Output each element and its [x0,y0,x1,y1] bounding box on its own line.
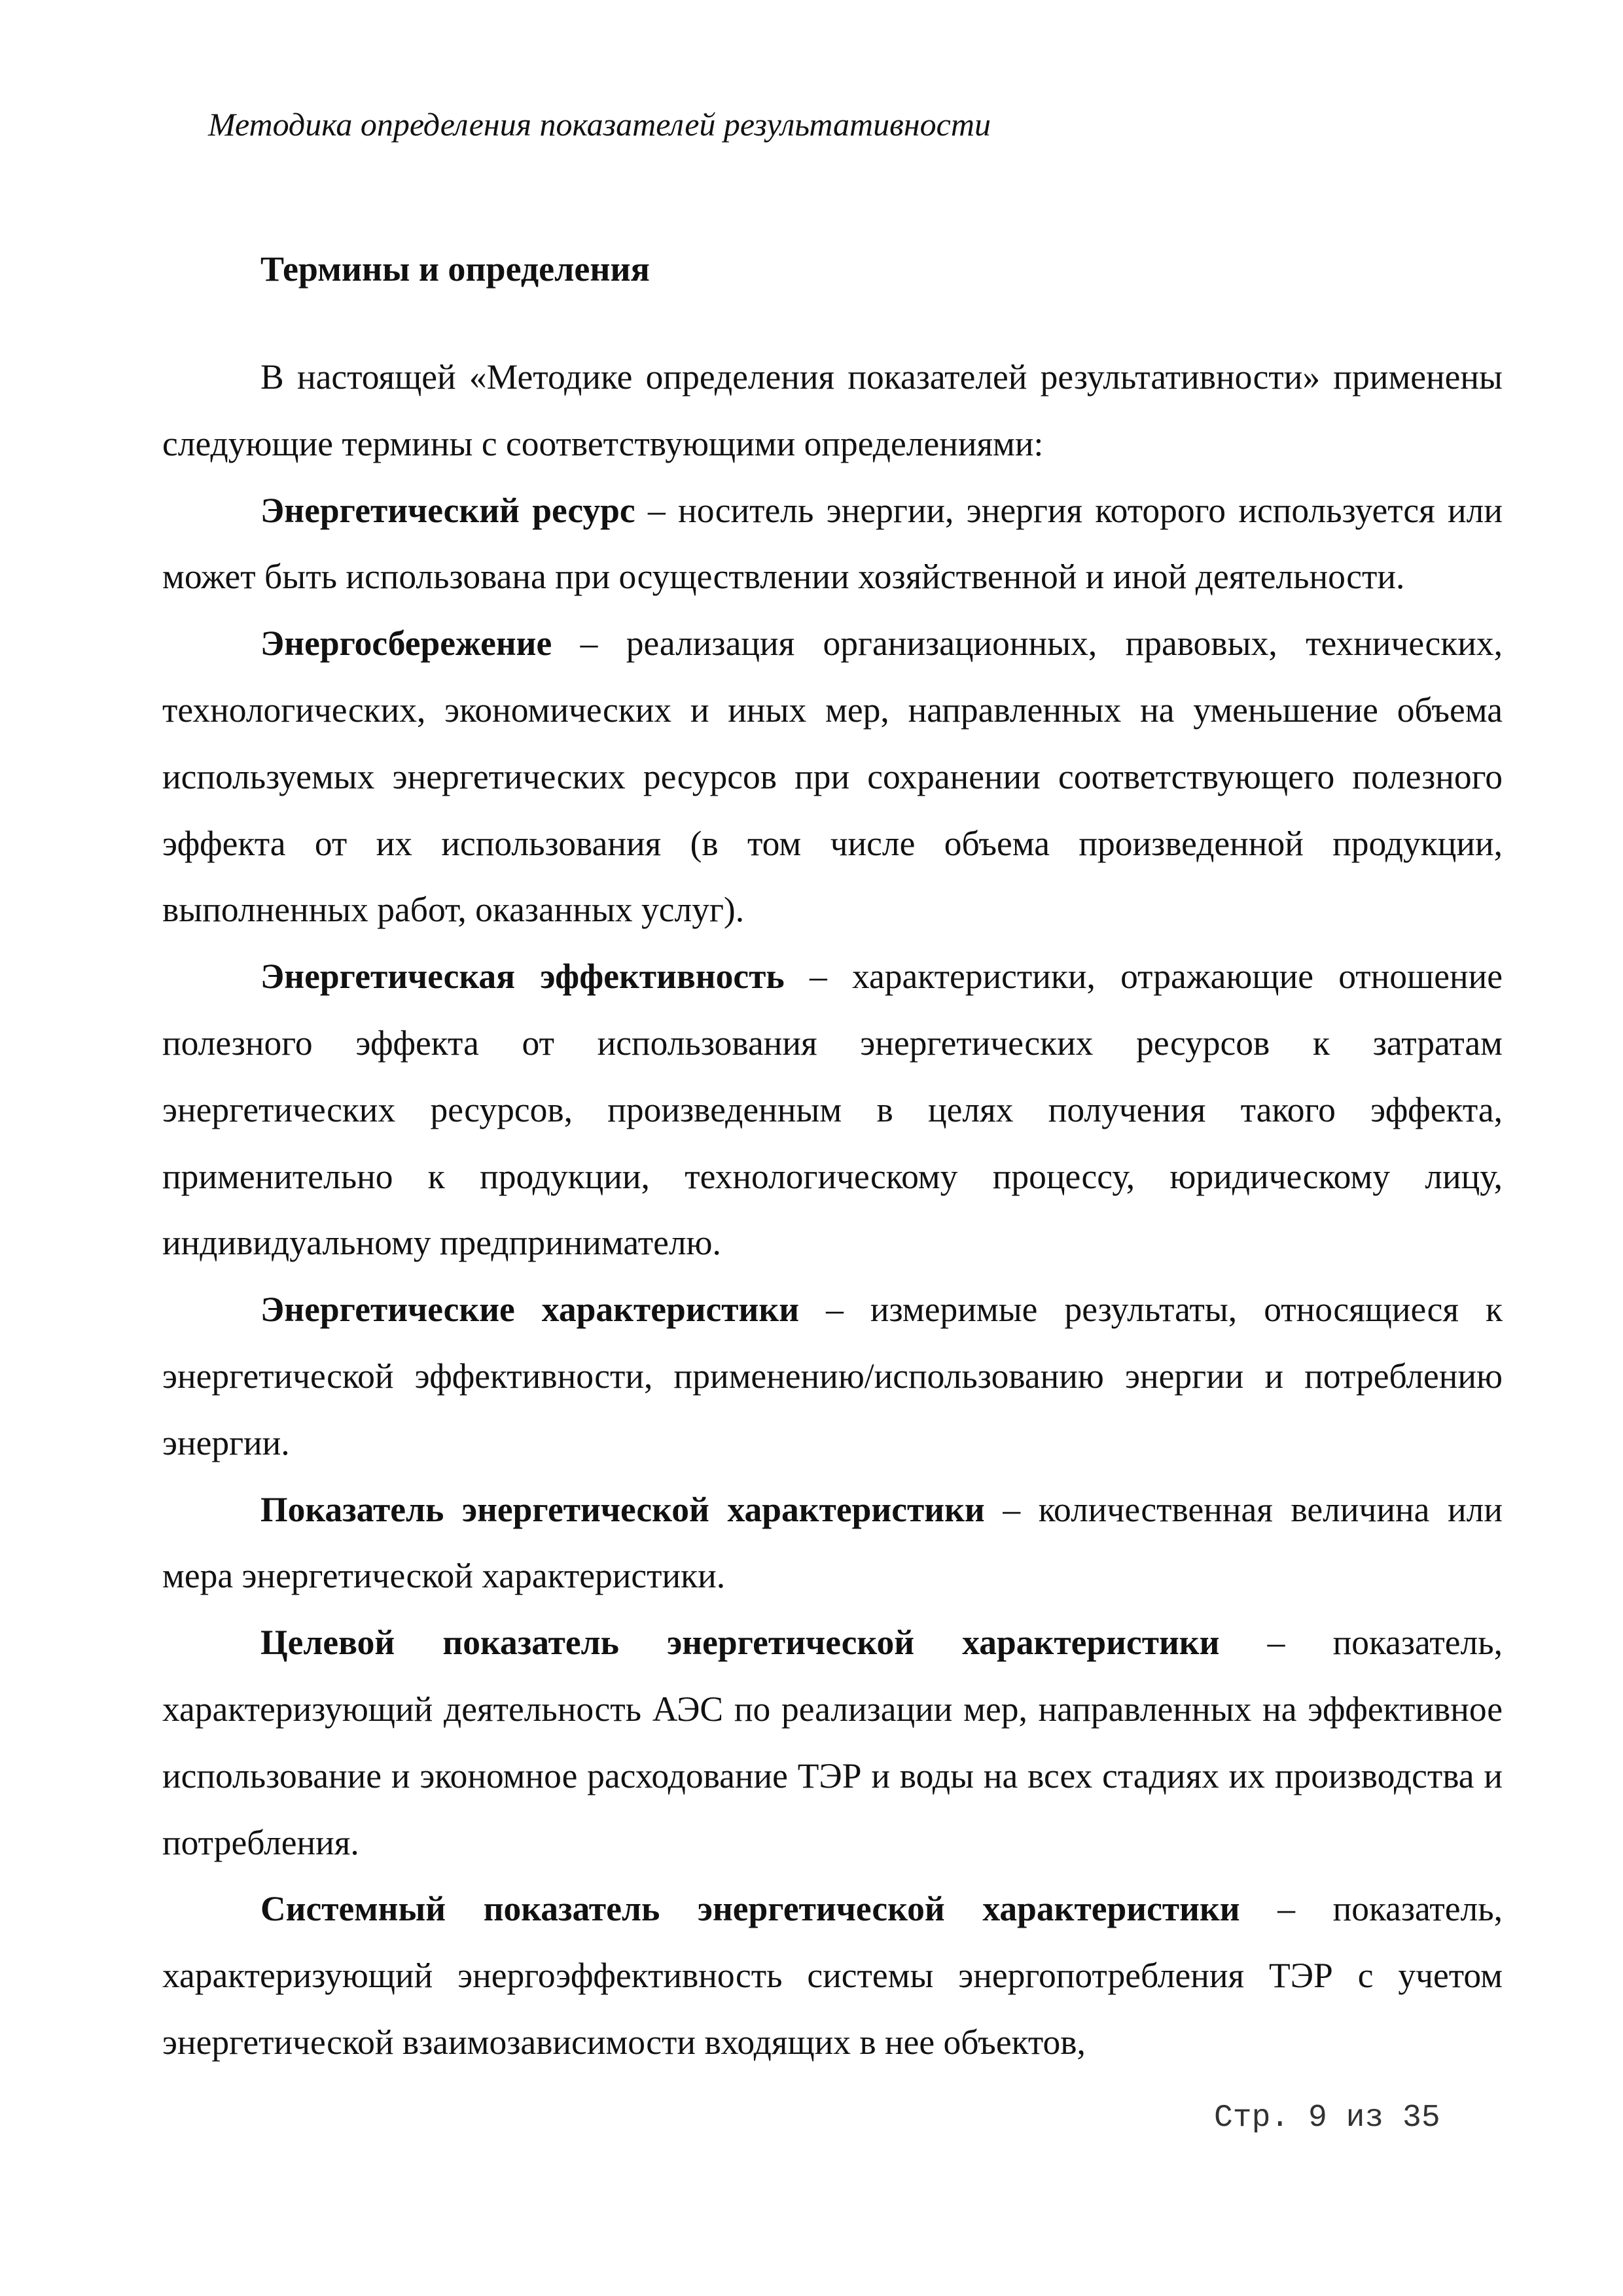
term-paragraph-target-indicator [162,1610,1503,1876]
term-heading: Энергетический ресурс [260,490,635,530]
term-definition: – показатель, характеризующий энергоэффективность системы энергопотребления ТЭР с учетом энергетической взаимозависимости входящих в нее объектов, [162,1889,1503,2062]
term-paragraph-energy-efficiency [162,944,1503,1277]
term-paragraph-energy-characteristics [162,1277,1503,1476]
term-paragraph-system-indicator [162,1876,1503,2075]
term-heading: Энергетические характеристики [260,1290,800,1330]
term-definition: – характеристики, отражающие отношение полезного эффекта от использования энергетических ресурсов к затратам энергетических ресурсов, произведенным в целях получения такого эффекта, применительно к продукции, технологическому процессу, юридическому лицу, индивидуальному предпринимателю. [162,957,1503,1263]
term-heading: Энергосбережение [260,624,552,663]
term-heading: Показатель энергетической характеристики [260,1489,985,1529]
running-header: Методика определения показателей результативности [208,106,991,143]
term-heading: Системный показатель энергетической характеристики [260,1889,1240,1929]
term-definition: – измеримые результаты, относящиеся к энергетической эффективности, применению/использованию энергии и потреблению энергии. [162,1290,1503,1462]
term-heading: Энергетическая эффективность [260,957,785,997]
term-definition: – носитель энергии, энергия которого используется или может быть использована при осуществлении хозяйственной и иной деятельности. [162,490,1503,597]
term-definition: – реализация организационных, правовых, технических, технологических, экономических и иных мер, направленных на уменьшение объема используемых энергетических ресурсов при сохранении соответствующего полезного эффекта от их использования (в том числе объема произведенной продукции, выполненных работ, оказанных услуг). [162,624,1503,930]
document-body [162,344,1503,2076]
term-definition: – показатель, характеризующий деятельность АЭС по реализации мер, направленных на эффективное использование и экономное расходование ТЭР и воды на всех стадиях их производства и потребления. [162,1623,1503,1862]
term-paragraph-characteristic-indicator [162,1477,1503,1610]
page-number: Стр. 9 из 35 [1214,2100,1440,2136]
term-definition: – количественная величина или мера энергетической характеристики. [162,1489,1503,1596]
term-heading: Целевой показатель энергетической характеристики [260,1623,1220,1663]
term-paragraph-energy-saving [162,610,1503,944]
term-paragraph-energy-resource [162,478,1503,611]
intro-paragraph: В настоящей «Методике определения показателей результативности» применены следующие термины с соответствующими определениями: [162,357,1503,463]
section-title: Термины и определения [260,249,650,289]
